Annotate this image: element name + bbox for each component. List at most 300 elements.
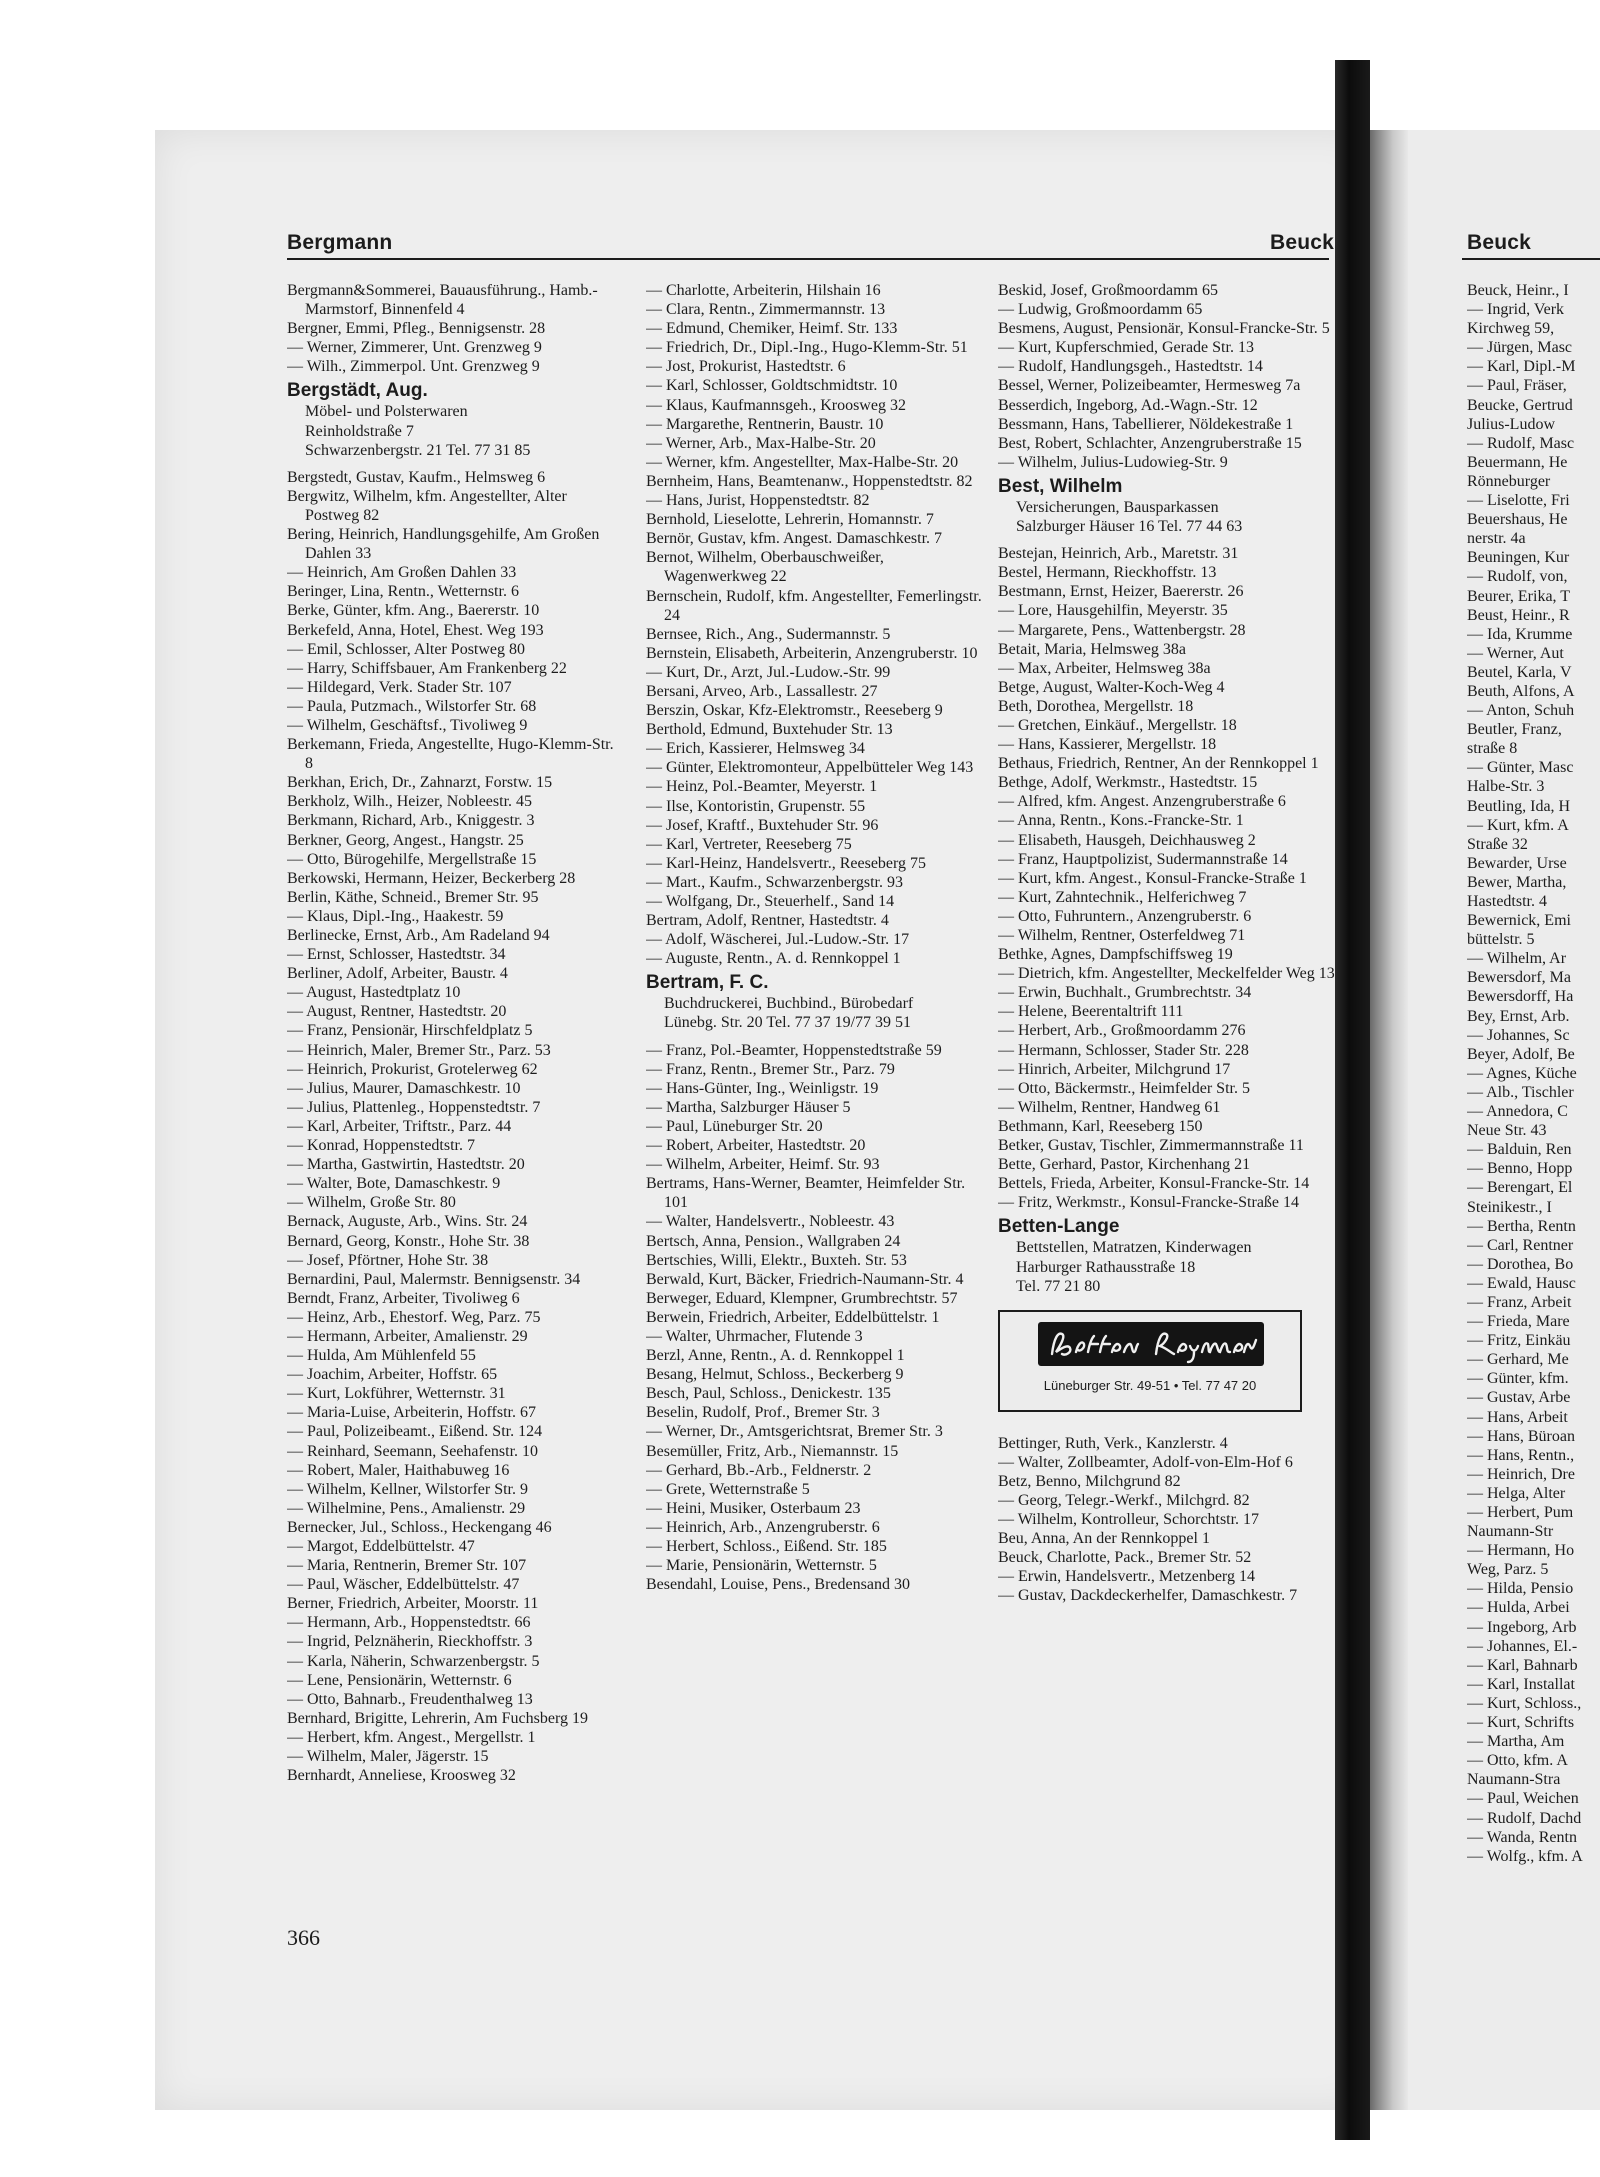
directory-entry: Bertram, Adolf, Rentner, Hastedtstr. 4 xyxy=(646,912,889,930)
directory-entry: büttelstr. 5 xyxy=(1467,931,1535,949)
logo-script-stroke xyxy=(1076,1336,1098,1352)
directory-entry: — Otto, Bäckermstr., Heimfelder Str. 5 xyxy=(998,1079,1250,1097)
directory-entry: Halbe-Str. 3 xyxy=(1467,778,1545,796)
directory-entry: Bey, Ernst, Arb. xyxy=(1467,1007,1570,1025)
directory-entry: — Karl, Arbeiter, Triftstr., Parz. 44 xyxy=(287,1117,512,1135)
directory-entry: Beutling, Ida, H xyxy=(1467,797,1571,815)
page-number: 366 xyxy=(287,1925,320,1950)
directory-entry: — Paul, Weichen xyxy=(1467,1790,1579,1808)
directory-entry: — Mart., Kaufm., Schwarzenbergstr. 93 xyxy=(646,873,903,891)
directory-entry: — Otto, kfm. A xyxy=(1467,1752,1568,1770)
directory-entry: — Martha, Am xyxy=(1467,1733,1565,1751)
directory-entry: — Agnes, Küche xyxy=(1467,1064,1577,1082)
directory-entry: — Otto, Fuhruntern., Anzengruberstr. 6 xyxy=(998,907,1252,925)
directory-entry: — Ingrid, Verk xyxy=(1467,301,1565,319)
directory-entry: — Erwin, Handelsvertr., Metzenberg 14 xyxy=(998,1568,1255,1586)
logo-script-stroke xyxy=(1178,1344,1198,1362)
directory-entry: Bernstein, Elisabeth, Arbeiterin, Anzengruberstr. 10 xyxy=(646,644,978,662)
directory-entry: Bernheim, Hans, Beamtenanw., Hoppenstedtstr. 82 xyxy=(646,472,973,490)
directory-entry: — Heini, Musiker, Osterbaum 23 xyxy=(646,1499,861,1517)
directory-entry: — Heinrich, Dre xyxy=(1467,1465,1575,1483)
directory-entry: — Werner, Arb., Max-Halbe-Str. 20 xyxy=(646,434,876,452)
directory-entry: — Reinhard, Seemann, Seehafenstr. 10 xyxy=(287,1442,539,1460)
directory-entry: Berwald, Kurt, Bäcker, Friedrich-Naumann-Str. 4 xyxy=(646,1270,964,1288)
logo-script-stroke xyxy=(1156,1333,1174,1353)
directory-entry: Beuershaus, He xyxy=(1467,511,1568,529)
directory-entry: — Elisabeth, Hausgeh, Deichhausweg 2 xyxy=(998,831,1256,849)
directory-entry: — Harry, Schiffsbauer, Am Frankenberg 22 xyxy=(287,659,567,677)
directory-entry: Betait, Maria, Helmsweg 38a xyxy=(998,640,1186,658)
directory-entry: Berkefeld, Anna, Hotel, Ehest. Weg 193 xyxy=(287,621,544,639)
directory-entry: — Wilhelm, Geschäftsf., Tivoliweg 9 xyxy=(287,716,528,734)
directory-entry: — Robert, Arbeiter, Hastedtstr. 20 xyxy=(646,1137,866,1155)
directory-entry: Beutler, Franz, xyxy=(1467,721,1562,739)
directory-entry: — Edmund, Chemiker, Heimf. Str. 133 xyxy=(646,320,898,338)
directory-entry: — Wolfgang, Dr., Steuerhelf., Sand 14 xyxy=(646,893,895,910)
directory-entry: — Wilh., Zimmerpol. Unt. Grenzweg 9 xyxy=(287,358,540,376)
directory-entry: — Johannes, El.- xyxy=(1467,1637,1578,1655)
directory-entry: — Helga, Alter xyxy=(1467,1484,1566,1502)
directory-entry: — Balduin, Ren xyxy=(1467,1141,1572,1159)
directory-entry: — Wilhelm, Rentner, Osterfeldweg 71 xyxy=(998,927,1246,944)
advertisement-title: Best, Wilhelm xyxy=(998,475,1123,497)
directory-entry: — Werner, Aut xyxy=(1467,644,1564,662)
directory-entry: Bergner, Emmi, Pfleg., Bennigsenstr. 28 xyxy=(287,320,546,338)
directory-entry: Beust, Heinr., R xyxy=(1467,606,1570,624)
directory-entry: Bertsch, Anna, Pension., Wallgraben 24 xyxy=(646,1232,901,1250)
directory-entry: Bergmann&Sommerei, Bauausführung., Hamb.-Marmstorf, Binnenfeld 4 xyxy=(287,282,598,319)
directory-entry: — Maria, Rentnerin, Bremer Str. 107 xyxy=(287,1557,527,1575)
directory-entry: — Herbert, Schloss., Eißend. Str. 185 xyxy=(646,1538,887,1555)
directory-entry: Beringer, Lina, Rentn., Wetternstr. 6 xyxy=(287,583,519,601)
directory-entry: Besmens, August, Pensionär, Konsul-Francke-Str. 5 xyxy=(998,320,1330,338)
directory-entry: — Walter, Bote, Damaschkestr. 9 xyxy=(287,1175,501,1193)
directory-entry: Bernhardt, Anneliese, Kroosweg 32 xyxy=(287,1767,516,1785)
directory-entry: — Heinrich, Prokurist, Grotelerweg 62 xyxy=(287,1060,538,1078)
logo-script-stroke xyxy=(1234,1340,1256,1352)
directory-entry: Neue Str. 43 xyxy=(1467,1122,1547,1140)
directory-entry: — Paul, Lüneburger Str. 20 xyxy=(646,1117,823,1135)
directory-entry: Best, Robert, Schlachter, Anzengruberstraße 15 xyxy=(998,434,1302,452)
directory-entry: — Hans-Günter, Ing., Weinligstr. 19 xyxy=(646,1079,879,1097)
directory-entry: Bewarder, Urse xyxy=(1467,854,1567,872)
directory-entry: — Kurt, kfm. Angest., Konsul-Francke-Straße 1 xyxy=(998,869,1307,887)
directory-entry: — Hans, Rentn., xyxy=(1467,1446,1575,1464)
advertisement-title: Betten-Lange xyxy=(998,1216,1120,1238)
directory-entry: Beurer, Erika, T xyxy=(1467,587,1571,605)
business-advertisement xyxy=(998,1216,1336,1295)
directory-entry: — Fritz, Einkäu xyxy=(1467,1332,1571,1350)
directory-entry: — Erich, Kassierer, Helmsweg 34 xyxy=(646,740,865,758)
directory-entry: — Karl, Installat xyxy=(1467,1675,1575,1693)
directory-entry: — Franz, Pensionär, Hirschfeldplatz 5 xyxy=(287,1022,533,1040)
directory-entry: Rönneburger xyxy=(1467,472,1551,490)
directory-entry: Bessmann, Hans, Tabellierer, Nöldekestraße 1 xyxy=(998,415,1294,433)
directory-entry: — Grete, Wetternstraße 5 xyxy=(646,1480,810,1498)
directory-entry: — Berengart, El xyxy=(1467,1179,1573,1197)
directory-entry: — Paul, Polizeibeamt., Eißend. Str. 124 xyxy=(287,1423,543,1441)
directory-entry: — Konrad, Hoppenstedtstr. 7 xyxy=(287,1137,475,1155)
directory-entry: — Auguste, Rentn., A. d. Rennkoppel 1 xyxy=(646,950,901,968)
directory-entry: Hastedtstr. 4 xyxy=(1467,893,1547,910)
directory-entry: Beyer, Adolf, Be xyxy=(1467,1045,1575,1063)
directory-entry: — Annedora, C xyxy=(1467,1103,1568,1121)
directory-entry: — Karl, Dipl.-M xyxy=(1467,358,1576,376)
directory-entry: — Ilse, Kontoristin, Grupenstr. 55 xyxy=(646,797,866,815)
script-logo xyxy=(1038,1322,1264,1366)
directory-entry: — Wilhelm, Arbeiter, Heimf. Str. 93 xyxy=(646,1156,880,1174)
directory-entry: Bewer, Martha, xyxy=(1467,873,1567,891)
directory-entry: Berszin, Oskar, Kfz-Elektromstr., Reeseberg 9 xyxy=(646,702,943,720)
directory-entry: Straße 32 xyxy=(1467,835,1528,853)
directory-entry: — Adolf, Wäscherei, Jul.-Ludow.-Str. 17 xyxy=(646,931,910,949)
directory-entry: — Georg, Telegr.-Werkf., Milchgrd. 82 xyxy=(998,1491,1250,1509)
directory-entry: Naumann-Stra xyxy=(1467,1771,1561,1789)
directory-entry: — Hermann, Arb., Hoppenstedtstr. 66 xyxy=(287,1614,531,1632)
directory-entry: — Hilda, Pensio xyxy=(1467,1580,1574,1598)
directory-entry: — Wilhelm, Julius-Ludowieg-Str. 9 xyxy=(998,453,1228,471)
directory-entry: — Paul, Wäscher, Eddelbüttelstr. 47 xyxy=(287,1576,520,1594)
directory-entry: — Liselotte, Fri xyxy=(1467,492,1570,510)
directory-entry: — Kurt, kfm. A xyxy=(1467,816,1569,834)
running-head-left: Bergmann xyxy=(287,231,393,254)
advertisement-line: Versicherungen, Bausparkassen xyxy=(1016,498,1219,516)
directory-entry: Betge, August, Walter-Koch-Weg 4 xyxy=(998,678,1225,696)
directory-entry: — Gretchen, Einkäuf., Mergellstr. 18 xyxy=(998,716,1237,734)
directory-entry: — Herbert, Pum xyxy=(1467,1504,1574,1521)
directory-entry: Bettinger, Ruth, Verk., Kanzlerstr. 4 xyxy=(998,1434,1228,1452)
directory-entry: — Heinz, Pol.-Beamter, Meyerstr. 1 xyxy=(646,778,878,796)
directory-entry: Bethge, Adolf, Werkmstr., Hastedtstr. 15 xyxy=(998,774,1258,792)
directory-entry: — Ida, Krumme xyxy=(1467,625,1573,643)
directory-entry: Kirchweg 59, xyxy=(1467,320,1555,338)
header-rule xyxy=(287,258,1329,260)
directory-entry: — Alb., Tischler xyxy=(1467,1083,1574,1101)
header-rule-next-page xyxy=(1462,258,1600,260)
directory-entry: — Friedrich, Dr., Dipl.-Ing., Hugo-Klemm-Str. 51 xyxy=(646,339,968,357)
directory-entry: — Julius, Maurer, Damaschkestr. 10 xyxy=(287,1079,521,1097)
directory-entry: — Gustav, Dackdeckerhelfer, Damaschkestr. 7 xyxy=(998,1587,1298,1605)
directory-entry: — Kurt, Lokführer, Wetternstr. 31 xyxy=(287,1385,506,1403)
directory-entry: — Dorothea, Bo xyxy=(1467,1255,1574,1273)
directory-entry: — Josef, Kraftf., Buxtehuder Str. 96 xyxy=(646,816,879,834)
business-advertisement xyxy=(998,476,1336,536)
directory-entry: — Klaus, Dipl.-Ing., Haakestr. 59 xyxy=(287,907,504,925)
directory-entry: — Wilhelm, Kontrolleur, Schorchtstr. 17 xyxy=(998,1511,1260,1529)
directory-entry: Berkholz, Wilh., Heizer, Nobleestr. 45 xyxy=(287,793,533,811)
directory-entry: — August, Rentner, Hastedtstr. 20 xyxy=(287,1003,507,1021)
directory-entry: Bewersdorf, Ma xyxy=(1467,969,1571,987)
directory-entry: — Heinz, Arb., Ehestorf. Weg, Parz. 75 xyxy=(287,1308,541,1326)
directory-entry: Weg, Parz. 5 xyxy=(1467,1561,1549,1579)
directory-entry: — Hermann, Arbeiter, Amalienstr. 29 xyxy=(287,1327,528,1345)
directory-entry: Bernecker, Jul., Schloss., Heckengang 46 xyxy=(287,1518,552,1536)
column-2 xyxy=(646,281,986,1594)
directory-entry: — Walter, Zollbeamter, Adolf-von-Elm-Hof 6 xyxy=(998,1453,1293,1471)
directory-entry: — Werner, kfm. Angestellter, Max-Halbe-Str. 20 xyxy=(646,453,959,471)
directory-entry: Beselin, Rudolf, Prof., Bremer Str. 3 xyxy=(646,1404,880,1422)
directory-entry: Beu, Anna, An der Rennkoppel 1 xyxy=(998,1530,1210,1548)
directory-entry: — Rudolf, Dachd xyxy=(1467,1809,1582,1827)
directory-entry: — Margarete, Pens., Wattenbergstr. 28 xyxy=(998,621,1246,639)
column-3 xyxy=(998,281,1336,1606)
directory-entry: — Karla, Näherin, Schwarzenbergstr. 5 xyxy=(287,1652,540,1670)
logo-script-stroke xyxy=(1100,1336,1120,1352)
advertisement-line: Harburger Rathausstraße 18 xyxy=(1016,1258,1196,1276)
directory-entry: — Franz, Hauptpolizist, Sudermannstraße 14 xyxy=(998,850,1288,868)
directory-entry: — Robert, Maler, Haithabuweg 16 xyxy=(287,1461,510,1479)
logo-script-stroke xyxy=(1052,1333,1070,1354)
directory-entry: Bette, Gerhard, Pastor, Kirchenhang 21 xyxy=(998,1156,1251,1174)
directory-entry: Berliner, Adolf, Arbeiter, Baustr. 4 xyxy=(287,965,508,983)
directory-entry: — Hulda, Arbei xyxy=(1467,1599,1570,1617)
directory-entry: — Alfred, kfm. Angest. Anzengruberstraße 6 xyxy=(998,793,1286,811)
directory-entry: — Otto, Bürogehilfe, Mergellstraße 15 xyxy=(287,850,537,868)
directory-entry: Bewernick, Emi xyxy=(1467,912,1571,930)
logo-address: Lüneburger Str. 49-51 • Tel. 77 47 20 xyxy=(1043,1377,1257,1393)
directory-entry: Bestejan, Heinrich, Arb., Maretstr. 31 xyxy=(998,545,1239,563)
advertisement-line: Lünebg. Str. 20 Tel. 77 37 19/77 39 51 xyxy=(664,1014,912,1032)
directory-entry: — Max, Arbeiter, Helmsweg 38a xyxy=(998,659,1211,677)
directory-entry: Bernack, Auguste, Arb., Wins. Str. 24 xyxy=(287,1213,528,1231)
directory-entry: — Hulda, Am Mühlenfeld 55 xyxy=(287,1347,476,1365)
directory-entry: — Klaus, Kaufmannsgeh., Kroosweg 32 xyxy=(646,396,906,414)
directory-entry: — Kurt, Kupferschmied, Gerade Str. 13 xyxy=(998,339,1254,357)
directory-entry: Bernör, Gustav, kfm. Angest. Damaschkestr. 7 xyxy=(646,530,943,548)
directory-entry: — Karl, Schlosser, Goldtschmidtstr. 10 xyxy=(646,377,898,395)
directory-entry: Beutel, Karla, V xyxy=(1467,663,1572,681)
directory-entry: Bethaus, Friedrich, Rentner, An der Rennkoppel 1 xyxy=(998,755,1319,773)
directory-entry: — Heinrich, Am Großen Dahlen 33 xyxy=(287,564,517,582)
directory-entry: — Anton, Schuh xyxy=(1467,702,1575,720)
directory-entry: — Hans, Kassierer, Mergellstr. 18 xyxy=(998,736,1217,754)
directory-entry: — Julius, Plattenleg., Hoppenstedtstr. 7 xyxy=(287,1098,541,1116)
running-head-next-page: Beuck xyxy=(1467,231,1532,254)
directory-entry: — Kurt, Zahntechnik., Helferichweg 7 xyxy=(998,888,1247,906)
directory-entry: Beuningen, Kur xyxy=(1467,549,1570,567)
advertisement-line: Salzburger Häuser 16 Tel. 77 44 63 xyxy=(1016,518,1243,536)
directory-entry: — Ludwig, Großmoordamm 65 xyxy=(998,301,1203,319)
directory-entry: — Wilhelm, Ar xyxy=(1467,950,1567,968)
directory-entry: — Rudolf, Masc xyxy=(1467,434,1575,452)
directory-entry: Bersani, Arveo, Arb., Lassallestr. 27 xyxy=(646,682,878,700)
directory-entry: Beuck, Heinr., I xyxy=(1467,282,1569,299)
business-advertisement xyxy=(287,380,625,459)
directory-entry: Bessel, Werner, Polizeibeamter, Hermesweg 7a xyxy=(998,377,1301,395)
directory-entry: — Werner, Dr., Amtsgerichtsrat, Bremer Str. 3 xyxy=(646,1423,943,1441)
directory-entry: Besch, Paul, Schloss., Denickestr. 135 xyxy=(646,1385,891,1403)
directory-entry: Bernardini, Paul, Malermstr. Bennigsenstr. 34 xyxy=(287,1270,581,1288)
directory-entry: — Lore, Hausgehilfin, Meyerstr. 35 xyxy=(998,602,1228,620)
directory-entry: — Walter, Handelsvertr., Nobleestr. 43 xyxy=(646,1213,895,1231)
advertisement-line: Reinholdstraße 7 xyxy=(305,422,414,440)
directory-entry: Berthold, Edmund, Buxtehuder Str. 13 xyxy=(646,721,893,739)
directory-entry: Besserdich, Ingeborg, Ad.-Wagn.-Str. 12 xyxy=(998,396,1258,414)
directory-entry: — Karl, Vertreter, Reeseberg 75 xyxy=(646,835,852,853)
directory-entry: — Karl-Heinz, Handelsvertr., Reeseberg 75 xyxy=(646,854,927,872)
directory-entry: Beskid, Josef, Großmoordamm 65 xyxy=(998,282,1218,299)
directory-entry: — Wilhelm, Kellner, Wilstorfer Str. 9 xyxy=(287,1480,528,1498)
directory-entry: Steinikestr., I xyxy=(1467,1198,1552,1216)
directory-entry: — Günter, kfm. xyxy=(1467,1370,1569,1388)
directory-entry: — Margarethe, Rentnerin, Baustr. 10 xyxy=(646,415,884,433)
directory-entry: — Hermann, Ho xyxy=(1467,1542,1575,1560)
directory-entry: — Ingeborg, Arb xyxy=(1467,1618,1577,1636)
logo-script-stroke xyxy=(1202,1343,1230,1352)
directory-entry: — Franz, Rentn., Bremer Str., Parz. 79 xyxy=(646,1060,895,1078)
directory-entry: Berwein, Friedrich, Arbeiter, Eddelbüttelstr. 1 xyxy=(646,1308,940,1326)
directory-entry: Julius-Ludow xyxy=(1467,415,1555,433)
advertisement-line: Buchdruckerei, Buchbind., Bürobedarf xyxy=(664,995,914,1013)
logo-advertisement xyxy=(998,1310,1302,1412)
directory-entry: — Günter, Masc xyxy=(1467,759,1574,777)
directory-entry: — Ernst, Schlosser, Hastedtstr. 34 xyxy=(287,946,506,964)
directory-entry: Bernschein, Rudolf, kfm. Angestellter, Femerlingstr. 24 xyxy=(646,587,982,624)
directory-entry: — Wilhelm, Rentner, Handweg 61 xyxy=(998,1098,1221,1116)
advertisement-line: Möbel- und Polsterwaren xyxy=(305,403,468,421)
directory-entry: Bernsee, Rich., Ang., Sudermannstr. 5 xyxy=(646,625,891,643)
directory-entry: — Joachim, Arbeiter, Hoffstr. 65 xyxy=(287,1366,498,1384)
directory-entry: — Jost, Prokurist, Hastedtstr. 6 xyxy=(646,358,846,376)
directory-entry: Besang, Helmut, Schloss., Beckerberg 9 xyxy=(646,1366,904,1384)
directory-entry: — Carl, Rentner xyxy=(1467,1236,1574,1254)
directory-entry: — Gustav, Arbe xyxy=(1467,1389,1571,1407)
directory-entry: — Erwin, Buchhalt., Grumbrechtstr. 34 xyxy=(998,984,1252,1002)
directory-entry: — Hans, Jurist, Hoppenstedtstr. 82 xyxy=(646,492,870,510)
directory-entry: Bergstedt, Gustav, Kaufm., Helmsweg 6 xyxy=(287,468,546,486)
directory-entry: — Clara, Rentn., Zimmermannstr. 13 xyxy=(646,301,886,319)
directory-entry: — Paula, Putzmach., Wilstorfer Str. 68 xyxy=(287,697,537,715)
directory-entry: Bethmann, Karl, Reeseberg 150 xyxy=(998,1117,1203,1135)
directory-entry: — Walter, Uhrmacher, Flutende 3 xyxy=(646,1327,863,1345)
advertisement-title: Bergstädt, Aug. xyxy=(287,380,428,402)
logo-script-stroke xyxy=(1124,1344,1138,1352)
directory-entry: Beucke, Gertrud xyxy=(1467,396,1573,414)
running-head-right: Beuck xyxy=(1270,231,1335,254)
directory-entry: — Wilhelm, Maler, Jägerstr. 15 xyxy=(287,1748,489,1766)
directory-entry: — Jürgen, Masc xyxy=(1467,339,1573,357)
directory-entry: — Margot, Eddelbüttelstr. 47 xyxy=(287,1538,475,1555)
directory-entry: nerstr. 4a xyxy=(1467,530,1526,548)
directory-entry: — Heinrich, Arb., Anzengruberstr. 6 xyxy=(646,1518,880,1536)
directory-entry: — Werner, Zimmerer, Unt. Grenzweg 9 xyxy=(287,339,542,357)
directory-entry: Beuck, Charlotte, Pack., Bremer Str. 52 xyxy=(998,1549,1252,1567)
directory-entry: — Kurt, Schloss., xyxy=(1467,1694,1582,1712)
directory-entry: — Helene, Beerentaltrift 111 xyxy=(998,1003,1184,1021)
directory-entry: — Kurt, Schrifts xyxy=(1467,1714,1575,1732)
directory-entry: Bernot, Wilhelm, Oberbauschweißer, Wagenwerkweg 22 xyxy=(646,549,884,586)
directory-entry: — Maria-Luise, Arbeiterin, Hoffstr. 67 xyxy=(287,1404,536,1422)
binding-gutter xyxy=(1335,60,1370,2140)
directory-entry: — Hermann, Schlosser, Stader Str. 228 xyxy=(998,1041,1249,1059)
directory-entry: Berkowski, Hermann, Heizer, Beckerberg 28 xyxy=(287,869,576,887)
directory-entry: Berke, Günter, kfm. Ang., Baererstr. 10 xyxy=(287,602,540,620)
directory-entry: Berndt, Franz, Arbeiter, Tivoliweg 6 xyxy=(287,1289,520,1307)
directory-entry: Bertrams, Hans-Werner, Beamter, Heimfelder Str. 101 xyxy=(646,1175,966,1212)
directory-entry: — Bertha, Rentn xyxy=(1467,1217,1576,1235)
directory-entry: — Wilhelmine, Pens., Amalienstr. 29 xyxy=(287,1499,526,1517)
directory-entry: — Günter, Elektromonteur, Appelbütteler Weg 143 xyxy=(646,759,974,777)
directory-entry: Beuth, Alfons, A xyxy=(1467,682,1575,700)
directory-entry: Betz, Benno, Milchgrund 82 xyxy=(998,1472,1181,1490)
directory-entry: — Otto, Bahnarb., Freudenthalweg 13 xyxy=(287,1690,533,1708)
directory-entry: Berweger, Eduard, Klempner, Grumbrechtstr. 57 xyxy=(646,1289,958,1307)
directory-entry: — Franz, Pol.-Beamter, Hoppenstedtstraße 59 xyxy=(646,1041,942,1059)
directory-entry: Besendahl, Louise, Pens., Bredensand 30 xyxy=(646,1576,910,1594)
directory-entry: — Charlotte, Arbeiterin, Hilshain 16 xyxy=(646,282,881,299)
directory-entry: — Hinrich, Arbeiter, Milchgrund 17 xyxy=(998,1060,1231,1078)
directory-entry: — Hildegard, Verk. Stader Str. 107 xyxy=(287,678,512,696)
directory-entry: Berlin, Käthe, Schneid., Bremer Str. 95 xyxy=(287,888,539,906)
directory-entry: Beth, Dorothea, Mergellstr. 18 xyxy=(998,697,1194,715)
directory-entry: Naumann-Str xyxy=(1467,1523,1554,1541)
directory-entry: Berkhan, Erich, Dr., Zahnarzt, Forstw. 15 xyxy=(287,774,553,792)
directory-entry: — Hans, Büroan xyxy=(1467,1427,1575,1445)
directory-entry: — Ewald, Hausc xyxy=(1467,1274,1576,1292)
directory-entry: — Anna, Rentn., Kons.-Francke-Str. 1 xyxy=(998,812,1244,830)
directory-entry: — Kurt, Dr., Arzt, Jul.-Ludow.-Str. 99 xyxy=(646,663,891,681)
directory-entry: — Dietrich, kfm. Angestellter, Meckelfelder Weg 13 xyxy=(998,965,1335,983)
advertisement-line: Schwarzenbergstr. 21 Tel. 77 31 85 xyxy=(305,441,531,459)
directory-entry: Bergwitz, Wilhelm, kfm. Angestellter, Alter Postweg 82 xyxy=(287,487,567,524)
directory-entry: Berlinecke, Ernst, Arb., Am Radeland 94 xyxy=(287,927,550,944)
directory-entry: — Gerhard, Bb.-Arb., Feldnerstr. 2 xyxy=(646,1461,872,1479)
directory-entry: Bering, Heinrich, Handlungsgehilfe, Am Großen Dahlen 33 xyxy=(287,526,600,563)
column-next-page xyxy=(1467,281,1600,1921)
directory-entry: — Marie, Pensionärin, Wetternstr. 5 xyxy=(646,1557,877,1575)
directory-entry: — Paul, Fräser, xyxy=(1467,377,1567,395)
directory-entry: — Rudolf, von, xyxy=(1467,568,1568,586)
directory-entry: — Lene, Pensionärin, Wetternstr. 6 xyxy=(287,1671,512,1689)
directory-entry: — Wanda, Rentn xyxy=(1467,1828,1577,1846)
directory-entry: Bernhold, Lieselotte, Lehrerin, Homannstr. 7 xyxy=(646,511,934,529)
directory-entry: — Fritz, Werkmstr., Konsul-Francke-Straße 14 xyxy=(998,1194,1300,1212)
directory-entry: — Karl, Bahnarb xyxy=(1467,1656,1578,1674)
directory-entry: Berkmann, Richard, Arb., Kniggestr. 3 xyxy=(287,812,535,830)
directory-entry: Bertschies, Willi, Elektr., Buxteh. Str. 53 xyxy=(646,1251,907,1269)
directory-entry: — Gerhard, Me xyxy=(1467,1351,1569,1369)
column-1 xyxy=(287,281,625,1785)
directory-entry: — Herbert, Arb., Großmoordamm 276 xyxy=(998,1022,1246,1040)
directory-entry: — Herbert, kfm. Angest., Mergellstr. 1 xyxy=(287,1728,536,1746)
directory-entry: — August, Hastedtplatz 10 xyxy=(287,984,461,1002)
directory-entry: Berzl, Anne, Rentn., A. d. Rennkoppel 1 xyxy=(646,1347,905,1365)
directory-entry: — Johannes, Sc xyxy=(1467,1026,1570,1044)
directory-entry: Bethke, Agnes, Dampfschiffsweg 19 xyxy=(998,946,1233,964)
directory-entry: — Frieda, Mare xyxy=(1467,1313,1570,1331)
directory-entry: — Hans, Arbeit xyxy=(1467,1408,1568,1426)
directory-entry: Betker, Gustav, Tischler, Zimmermannstraße 11 xyxy=(998,1137,1304,1155)
directory-entry: — Heinrich, Maler, Bremer Str., Parz. 53 xyxy=(287,1041,551,1059)
advertisement-line: Tel. 77 21 80 xyxy=(1016,1277,1101,1295)
directory-entry: Bernard, Georg, Konstr., Hohe Str. 38 xyxy=(287,1232,530,1250)
directory-entry: Berner, Friedrich, Arbeiter, Moorstr. 11 xyxy=(287,1595,539,1613)
directory-entry: — Ingrid, Pelznäherin, Rieckhoffstr. 3 xyxy=(287,1633,533,1651)
directory-entry: Berkner, Georg, Angest., Hangstr. 25 xyxy=(287,831,524,849)
directory-entry: — Martha, Gastwirtin, Hastedtstr. 20 xyxy=(287,1156,525,1174)
directory-entry: — Emil, Schlosser, Alter Postweg 80 xyxy=(287,640,526,658)
directory-entry: — Wilhelm, Große Str. 80 xyxy=(287,1194,456,1212)
directory-entry: — Franz, Arbeit xyxy=(1467,1293,1572,1311)
directory-entry: straße 8 xyxy=(1467,740,1518,758)
directory-entry: — Rudolf, Handlungsgeh., Hastedtstr. 14 xyxy=(998,358,1263,376)
advertisement-title: Bertram, F. C. xyxy=(646,972,769,994)
directory-entry: Bestel, Hermann, Rieckhoffstr. 13 xyxy=(998,564,1217,582)
business-advertisement xyxy=(646,972,986,1032)
directory-entry: — Josef, Pförtner, Hohe Str. 38 xyxy=(287,1251,489,1269)
page-fold-shadow xyxy=(1370,130,1408,2110)
advertisement-line: Bettstellen, Matratzen, Kinderwagen xyxy=(1016,1239,1252,1257)
